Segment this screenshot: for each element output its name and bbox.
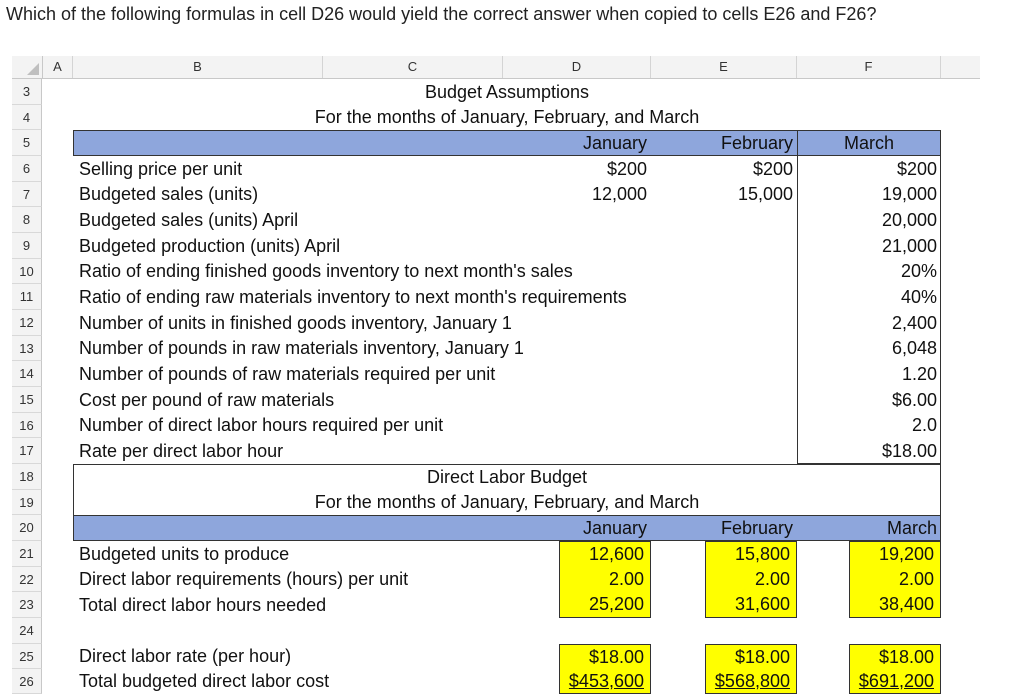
row-header-20[interactable]: 20: [12, 515, 42, 541]
assumption-value-feb[interactable]: $200: [752, 159, 793, 179]
row-header-14[interactable]: 14: [12, 361, 42, 387]
labor-cell-d25[interactable]: $18.00: [588, 647, 644, 667]
assumption-value-mar[interactable]: 1.20: [901, 364, 937, 384]
assumptions-month-march[interactable]: March: [797, 130, 941, 156]
assumption-value-mar[interactable]: 20%: [900, 261, 937, 281]
assumption-value-mar[interactable]: 19,000: [881, 184, 937, 204]
column-header-a[interactable]: A: [43, 56, 73, 78]
column-header-b[interactable]: B: [73, 56, 323, 78]
row-header-23[interactable]: 23: [12, 592, 42, 618]
labor-cell-e23[interactable]: 31,600: [734, 594, 790, 614]
row-header-24[interactable]: 24: [12, 618, 42, 644]
labor-jan-box: [559, 541, 651, 618]
labor-month-january[interactable]: January: [582, 518, 647, 538]
assumption-value-mar[interactable]: 2.0: [911, 415, 937, 435]
row-header-25[interactable]: 25: [12, 644, 42, 669]
row-header-8[interactable]: 8: [12, 207, 42, 233]
assumption-label[interactable]: Budgeted sales (units) April: [79, 210, 299, 230]
assumption-value-jan[interactable]: $200: [606, 159, 647, 179]
row-header-15[interactable]: 15: [12, 387, 42, 413]
row-header-3[interactable]: 3: [12, 79, 42, 105]
assumption-value-mar[interactable]: 6,048: [891, 338, 937, 358]
labor-label[interactable]: Budgeted units to produce: [79, 544, 290, 564]
column-header-d[interactable]: D: [503, 56, 651, 78]
row-header-9[interactable]: 9: [12, 233, 42, 259]
row-header-11[interactable]: 11: [12, 284, 42, 310]
assumption-label[interactable]: Number of direct labor hours required per unit: [79, 415, 444, 435]
row-header-19[interactable]: 19: [12, 490, 42, 515]
assumption-value-feb[interactable]: 15,000: [737, 184, 793, 204]
assumption-value-mar[interactable]: 20,000: [881, 210, 937, 230]
labor-jan-cost-box: [559, 644, 651, 694]
row-header-22[interactable]: 22: [12, 567, 42, 592]
labor-label[interactable]: Total budgeted direct labor cost: [79, 671, 330, 691]
row-header-12[interactable]: 12: [12, 310, 42, 336]
assumption-value-mar[interactable]: 2,400: [891, 313, 937, 333]
labor-mar-box: [849, 541, 941, 618]
assumptions-month-february[interactable]: February: [720, 133, 793, 153]
column-header-c[interactable]: C: [323, 56, 503, 78]
row-header-21[interactable]: 21: [12, 541, 42, 567]
labor-label[interactable]: Direct labor requirements (hours) per unit: [79, 569, 409, 589]
labor-cell-d26[interactable]: $453,600: [568, 671, 644, 691]
row-header-7[interactable]: 7: [12, 182, 42, 207]
row-header-18[interactable]: 18: [12, 464, 42, 490]
labor-subtitle: For the months of January, February, and March: [314, 492, 700, 512]
row-header-17[interactable]: 17: [12, 438, 42, 464]
assumption-value-mar[interactable]: 40%: [900, 287, 937, 307]
labor-label[interactable]: Total direct labor hours needed: [79, 595, 327, 615]
labor-cell-d22[interactable]: 2.00: [608, 569, 644, 589]
assumption-label[interactable]: Number of units in finished goods inventory, January 1: [79, 313, 512, 333]
labor-month-february[interactable]: February: [720, 518, 793, 538]
labor-title: Direct Labor Budget: [426, 467, 588, 487]
column-header-e[interactable]: E: [651, 56, 797, 78]
labor-cell-e21[interactable]: 15,800: [734, 544, 790, 564]
assumption-label[interactable]: Ratio of ending finished goods inventory to next month's sales: [79, 261, 573, 281]
assumption-label[interactable]: Number of pounds in raw materials inventory, January 1: [79, 338, 524, 358]
column-header-f[interactable]: F: [797, 56, 941, 78]
row-header-5[interactable]: 5: [12, 130, 42, 156]
labor-cell-d23[interactable]: 25,200: [588, 594, 644, 614]
assumptions-subtitle: For the months of January, February, and March: [314, 107, 700, 127]
row-header-10[interactable]: 10: [12, 259, 42, 284]
labor-cell-f22[interactable]: 2.00: [898, 569, 934, 589]
assumption-label[interactable]: Budgeted sales (units): [79, 184, 259, 204]
labor-cell-f23[interactable]: 38,400: [878, 594, 934, 614]
labor-label[interactable]: Direct labor rate (per hour): [79, 646, 292, 666]
select-all-icon: [27, 63, 39, 75]
labor-cell-e25[interactable]: $18.00: [734, 647, 790, 667]
labor-cell-f26[interactable]: $691,200: [858, 671, 934, 691]
assumption-label[interactable]: Rate per direct labor hour: [79, 441, 284, 461]
column-header-row: [12, 56, 980, 79]
row-header-16[interactable]: 16: [12, 413, 42, 438]
assumption-value-mar[interactable]: $6.00: [891, 390, 937, 410]
labor-cell-f25[interactable]: $18.00: [878, 647, 934, 667]
row-header-4[interactable]: 4: [12, 105, 42, 130]
select-all-corner[interactable]: [12, 56, 43, 78]
row-header-26[interactable]: 26: [12, 669, 42, 694]
labor-cell-e26[interactable]: $568,800: [714, 671, 790, 691]
assumption-value-mar[interactable]: $18.00: [881, 441, 937, 461]
assumption-label[interactable]: Number of pounds of raw materials required per unit: [79, 364, 496, 384]
labor-feb-box: [705, 541, 797, 618]
assumption-value-mar[interactable]: 21,000: [881, 236, 937, 256]
assumption-label[interactable]: Cost per pound of raw materials: [79, 390, 335, 410]
question-text: Which of the following formulas in cell D26 would yield the correct answer when copied to cells E26 and F26?: [6, 4, 877, 24]
row-header-13[interactable]: 13: [12, 336, 42, 361]
row-header-6[interactable]: 6: [12, 156, 42, 182]
labor-month-march[interactable]: March: [886, 518, 937, 538]
assumptions-month-january[interactable]: January: [582, 133, 647, 153]
labor-cell-e22[interactable]: 2.00: [754, 569, 790, 589]
labor-cell-d21[interactable]: 12,600: [588, 544, 644, 564]
labor-cell-f21[interactable]: 19,200: [878, 544, 934, 564]
assumption-value-jan[interactable]: 12,000: [591, 184, 647, 204]
assumptions-title: Budget Assumptions: [424, 82, 590, 102]
assumption-label[interactable]: Selling price per unit: [79, 159, 243, 179]
labor-feb-cost-box: [705, 644, 797, 694]
assumption-label[interactable]: Budgeted production (units) April: [79, 236, 341, 256]
assumption-value-mar[interactable]: $200: [896, 159, 937, 179]
assumption-label[interactable]: Ratio of ending raw materials inventory to next month's requirements: [79, 287, 627, 307]
labor-mar-cost-box: [849, 644, 941, 694]
